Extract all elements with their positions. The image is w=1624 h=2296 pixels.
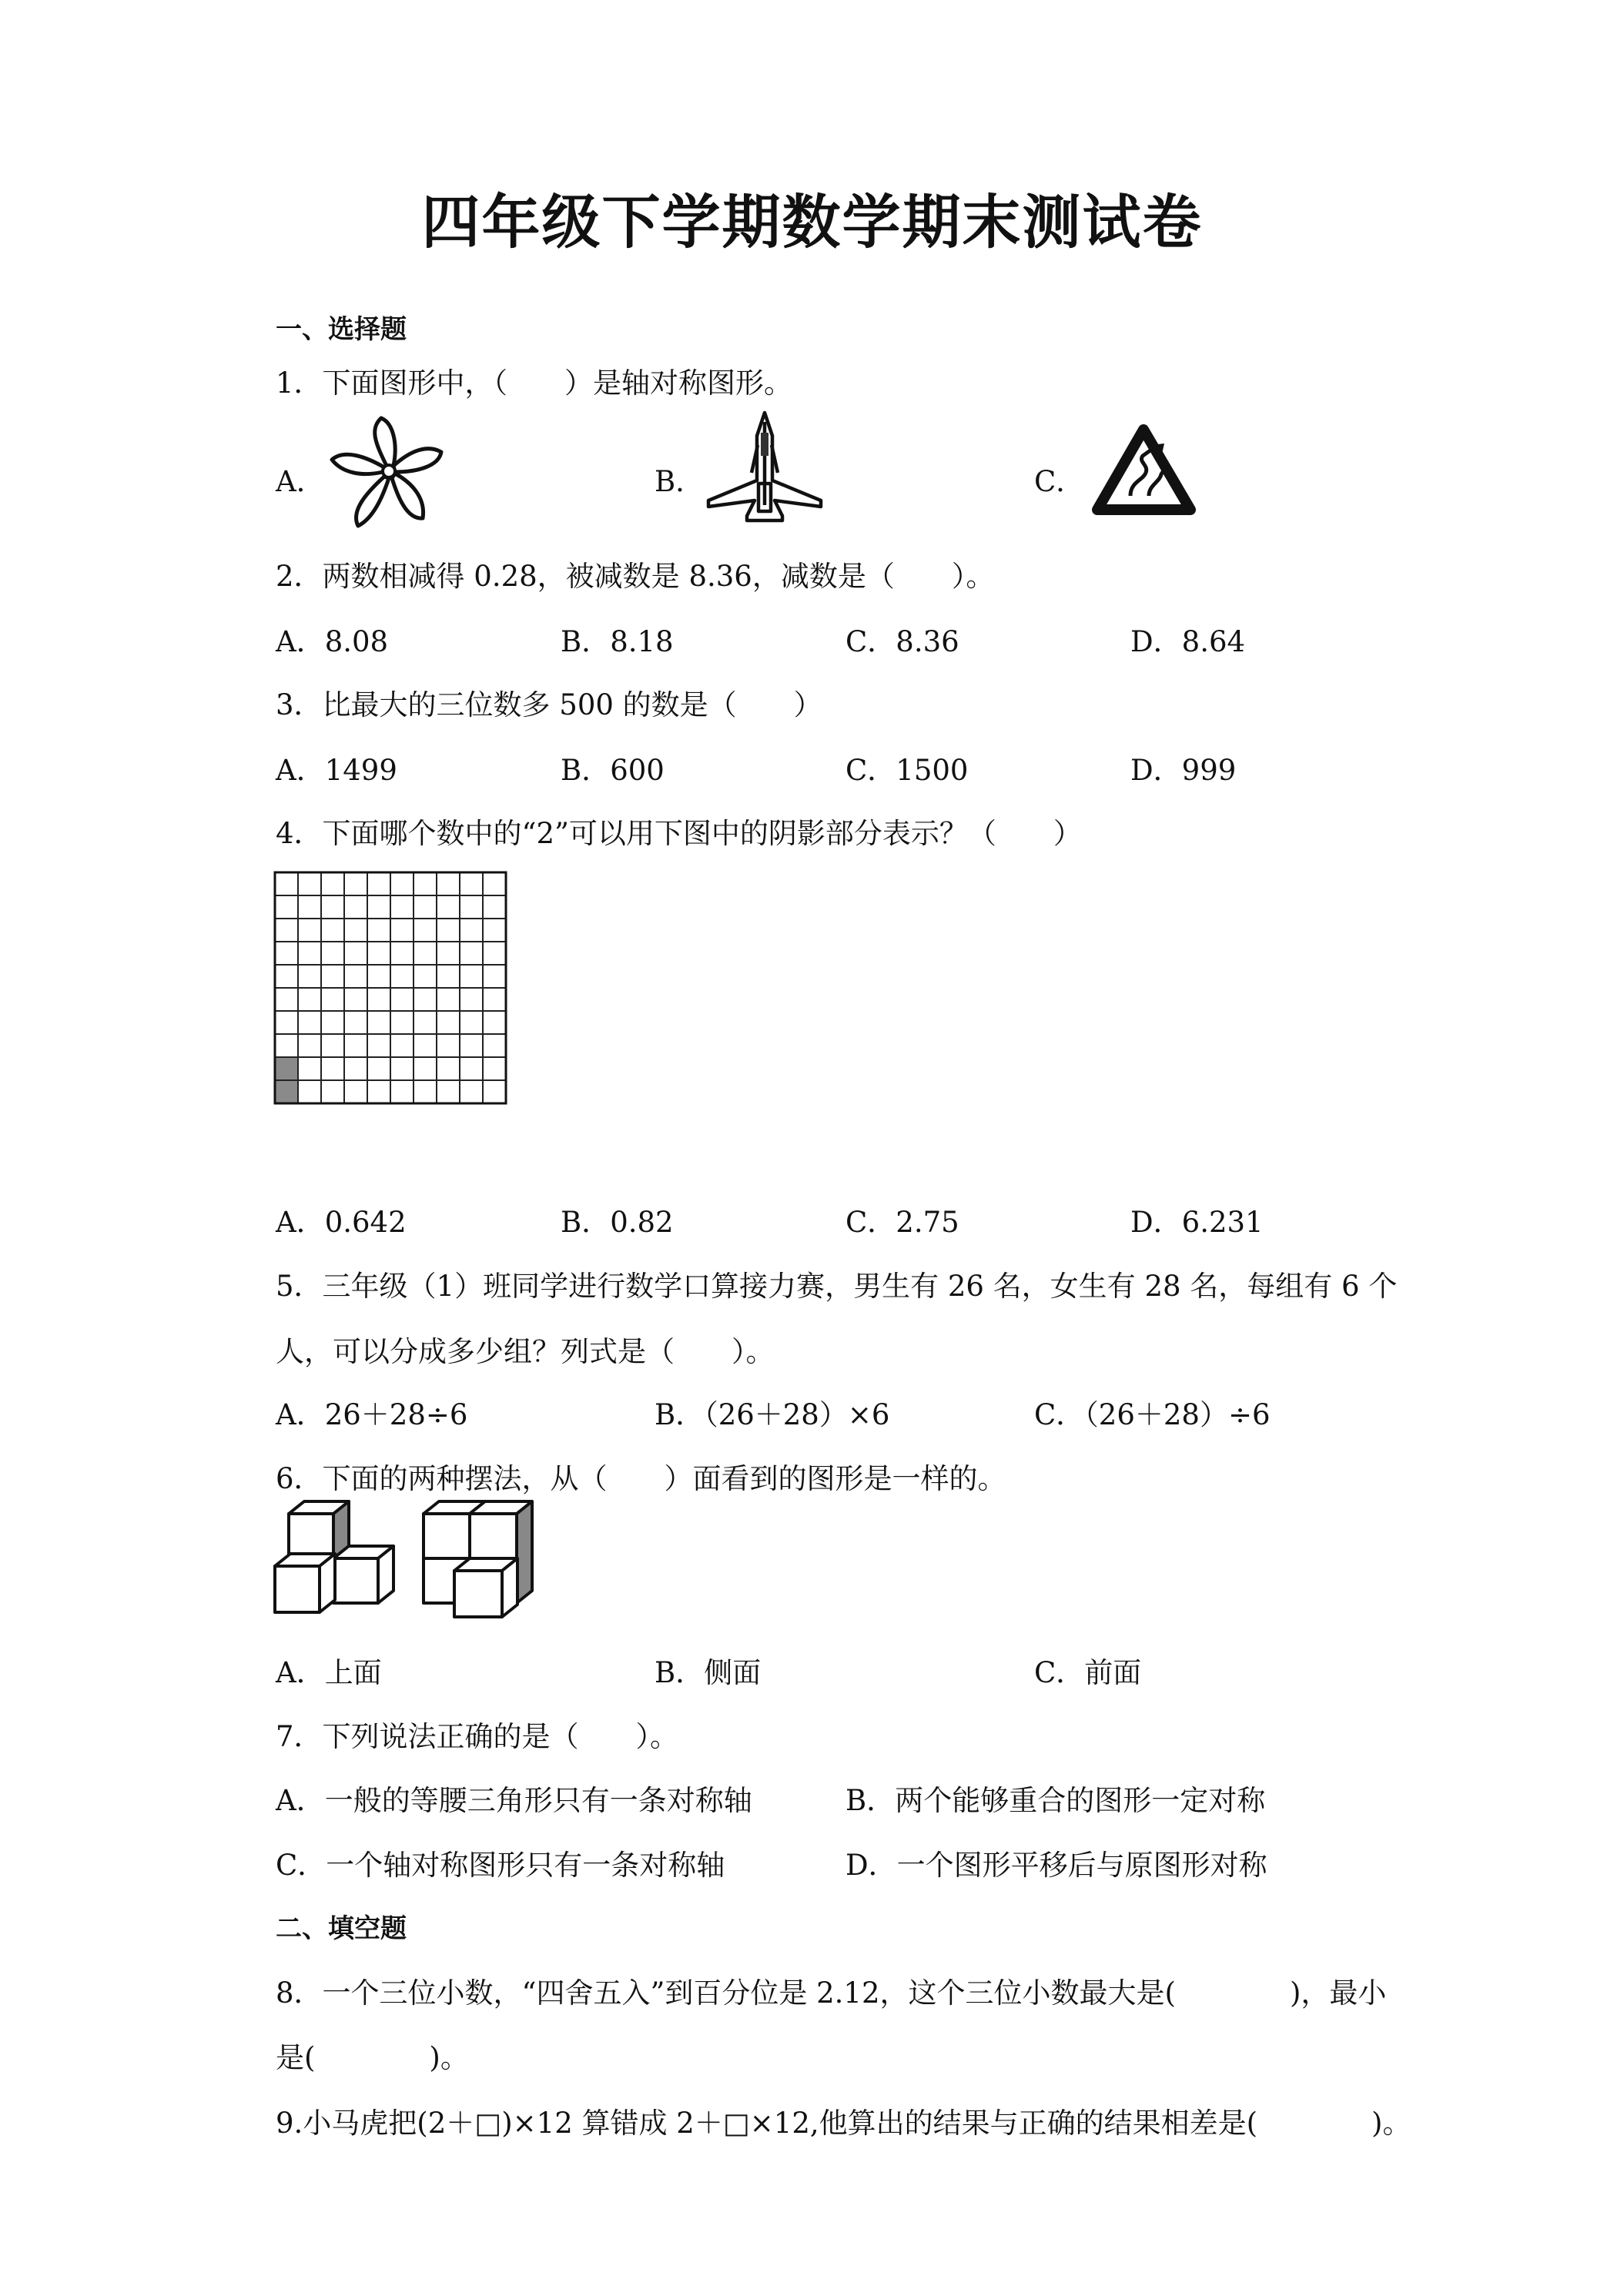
- section-heading-choice: 一、选择题: [276, 314, 407, 345]
- grid-cell: [437, 919, 460, 942]
- question-1-text: 1．下面图形中，（ ）是轴对称图形。: [276, 366, 793, 400]
- grid-cell: [460, 1034, 483, 1057]
- grid-cell: [275, 942, 298, 965]
- grid-cell: [367, 872, 390, 895]
- grid-cell: [344, 872, 367, 895]
- question-1-option-b[interactable]: B．: [655, 465, 705, 498]
- grid-cell: [390, 942, 414, 965]
- question-5-text-line1: 5．三年级（1）班同学进行数学口算接力赛，男生有 26 名，女生有 28 名，每组有 6 个: [276, 1270, 1398, 1303]
- question-3-option-c[interactable]: C．1500: [845, 754, 969, 787]
- grid-cell: [367, 919, 390, 942]
- grid-cell: [414, 919, 437, 942]
- grid-cell: [414, 872, 437, 895]
- question-2-option-a[interactable]: A．8.08: [276, 625, 389, 658]
- question-5-text-line2: 人，可以分成多少组？列式是（ ）。: [276, 1335, 775, 1368]
- question-4-option-a[interactable]: A．0.642: [276, 1206, 407, 1239]
- grid-cell: [437, 1080, 460, 1103]
- grid-cell: [275, 988, 298, 1011]
- question-7-text: 7．下列说法正确的是（ ）。: [276, 1720, 679, 1753]
- grid-cell: [414, 1080, 437, 1103]
- grid-cell: [460, 919, 483, 942]
- question-9-text: 9.小马虎把(2＋□)×12 算错成 2＋□×12,他算出的结果与正确的结果相差是( )。: [276, 2107, 1411, 2140]
- question-2-option-b[interactable]: B．8.18: [561, 625, 674, 658]
- grid-cell: [437, 872, 460, 895]
- grid-cell: [298, 988, 321, 1011]
- grid-cell: [298, 965, 321, 988]
- question-6-text: 6．下面的两种摆法，从（ ）面看到的图形是一样的。: [276, 1462, 1006, 1495]
- grid-cell: [298, 919, 321, 942]
- question-5-option-b[interactable]: B．（26＋28）×6: [655, 1398, 890, 1431]
- question-3-option-b[interactable]: B．600: [561, 754, 665, 787]
- grid-cell: [460, 1080, 483, 1103]
- grid-cell: [321, 1057, 344, 1080]
- question-7-option-a[interactable]: A．一般的等腰三角形只有一条对称轴: [276, 1784, 752, 1817]
- question-4-option-d[interactable]: D．6.231: [1130, 1206, 1264, 1239]
- grid-cell: [367, 895, 390, 919]
- grid-cell: [298, 872, 321, 895]
- grid-cell: [483, 942, 506, 965]
- grid-cell: [437, 988, 460, 1011]
- grid-cell: [367, 1057, 390, 1080]
- page-title: 四年级下学期数学期末测试卷: [421, 188, 1203, 256]
- grid-cell: [460, 965, 483, 988]
- grid-cell: [298, 1057, 321, 1080]
- grid-cell: [321, 965, 344, 988]
- grid-cell: [483, 895, 506, 919]
- grid-cell: [321, 872, 344, 895]
- grid-cell: [321, 1080, 344, 1103]
- grid-cell: [298, 942, 321, 965]
- grid-cell: [390, 895, 414, 919]
- grid-cell: [390, 1057, 414, 1080]
- grid-cell: [344, 1011, 367, 1034]
- grid-cell: [460, 895, 483, 919]
- grid-cell: [321, 895, 344, 919]
- grid-cell: [321, 1011, 344, 1034]
- grid-cell: [483, 1057, 506, 1080]
- question-6-option-c[interactable]: C．前面: [1034, 1656, 1142, 1689]
- grid-cell: [390, 919, 414, 942]
- grid-cell: [344, 1034, 367, 1057]
- question-2-option-d[interactable]: D．8.64: [1130, 625, 1246, 658]
- question-8-text-line1: 8．一个三位小数，“四舍五入”到百分位是 2.12，这个三位小数最大是( )，最小: [276, 1976, 1387, 2010]
- question-7-option-d[interactable]: D．一个图形平移后与原图形对称: [845, 1849, 1267, 1882]
- grid-cell: [298, 1011, 321, 1034]
- grid-cell: [414, 1057, 437, 1080]
- grid-cell: [483, 872, 506, 895]
- grid-cell: [275, 965, 298, 988]
- grid-cell: [344, 965, 367, 988]
- grid-cell-shaded: [275, 1080, 298, 1103]
- question-5-option-a[interactable]: A．26＋28÷6: [276, 1398, 468, 1431]
- grid-cell: [414, 1034, 437, 1057]
- fighter-jet-icon: [707, 410, 822, 522]
- grid-cell: [344, 895, 367, 919]
- grid-cell: [275, 895, 298, 919]
- grid-cell: [344, 1080, 367, 1103]
- question-5-option-c[interactable]: C．（26＋28）÷6: [1034, 1398, 1271, 1431]
- question-8-text-line2: 是( )。: [276, 2041, 469, 2074]
- grid-cell: [437, 1011, 460, 1034]
- grid-cell: [390, 1080, 414, 1103]
- grid-cell: [321, 942, 344, 965]
- question-1-option-c[interactable]: C．: [1034, 465, 1085, 498]
- grid-cell: [483, 1011, 506, 1034]
- section-heading-fill: 二、填空题: [276, 1913, 407, 1944]
- grid-cell: [344, 919, 367, 942]
- grid-cell: [367, 965, 390, 988]
- grid-cell: [367, 1080, 390, 1103]
- question-7-option-b[interactable]: B．两个能够重合的图形一定对称: [845, 1784, 1266, 1817]
- grid-cell: [390, 1011, 414, 1034]
- grid-cell: [437, 895, 460, 919]
- flower-pinwheel-icon: [327, 412, 450, 531]
- question-2-text: 2．两数相减得 0.28，被减数是 8.36，减数是（ ）。: [276, 560, 995, 593]
- grid-cell-shaded: [275, 1057, 298, 1080]
- grid-cell: [344, 942, 367, 965]
- grid-cell: [437, 965, 460, 988]
- grid-cell: [298, 1080, 321, 1103]
- question-3-option-a[interactable]: A．1499: [276, 754, 397, 787]
- grid-cell: [321, 1034, 344, 1057]
- grid-cell: [414, 942, 437, 965]
- question-3-option-d[interactable]: D．999: [1130, 754, 1237, 787]
- grid-cell: [275, 872, 298, 895]
- grid-cell: [460, 872, 483, 895]
- grid-cell: [483, 919, 506, 942]
- grid-cell: [414, 895, 437, 919]
- grid-cell: [460, 1011, 483, 1034]
- grid-cell: [367, 988, 390, 1011]
- grid-cell: [298, 895, 321, 919]
- grid-cell: [460, 1057, 483, 1080]
- grid-cell: [298, 1034, 321, 1057]
- grid-cell: [367, 1011, 390, 1034]
- question-4-text: 4．下面哪个数中的“2”可以用下图中的阴影部分表示？（ ）: [276, 817, 1082, 850]
- question-6-option-b[interactable]: B．侧面: [655, 1656, 762, 1689]
- question-4-option-b[interactable]: B．0.82: [561, 1206, 674, 1239]
- grid-cell: [437, 1057, 460, 1080]
- hundred-grid-figure: [275, 872, 506, 1103]
- grid-cell: [390, 965, 414, 988]
- grid-cell: [437, 942, 460, 965]
- grid-cell: [390, 872, 414, 895]
- grid-cell: [483, 965, 506, 988]
- grid-cell: [275, 1011, 298, 1034]
- grid-cell: [460, 988, 483, 1011]
- question-1-option-a[interactable]: A．: [276, 465, 325, 498]
- grid-cell: [321, 988, 344, 1011]
- grid-cell: [367, 942, 390, 965]
- grid-cell: [367, 1034, 390, 1057]
- grid-cell: [344, 988, 367, 1011]
- grid-cell: [275, 1034, 298, 1057]
- grid-cell: [483, 988, 506, 1011]
- grid-cell: [483, 1034, 506, 1057]
- question-6-option-a[interactable]: A．上面: [276, 1656, 382, 1689]
- grid-cell: [390, 1034, 414, 1057]
- grid-cell: [321, 919, 344, 942]
- grid-cell: [414, 1011, 437, 1034]
- grid-cell: [483, 1080, 506, 1103]
- grid-cell: [460, 942, 483, 965]
- grid-cell: [437, 1034, 460, 1057]
- winding-road-sign-icon: [1092, 423, 1196, 516]
- grid-cell: [275, 919, 298, 942]
- grid-cell: [414, 965, 437, 988]
- grid-cell: [390, 988, 414, 1011]
- question-7-option-c[interactable]: C．一个轴对称图形只有一条对称轴: [276, 1849, 725, 1882]
- grid-cell: [344, 1057, 367, 1080]
- grid-cell: [414, 988, 437, 1011]
- question-4-option-c[interactable]: C．2.75: [845, 1206, 959, 1239]
- question-2-option-c[interactable]: C．8.36: [845, 625, 959, 658]
- cube-arrangements-figure: [273, 1500, 539, 1631]
- question-3-text: 3．比最大的三位数多 500 的数是（ ）: [276, 688, 822, 721]
